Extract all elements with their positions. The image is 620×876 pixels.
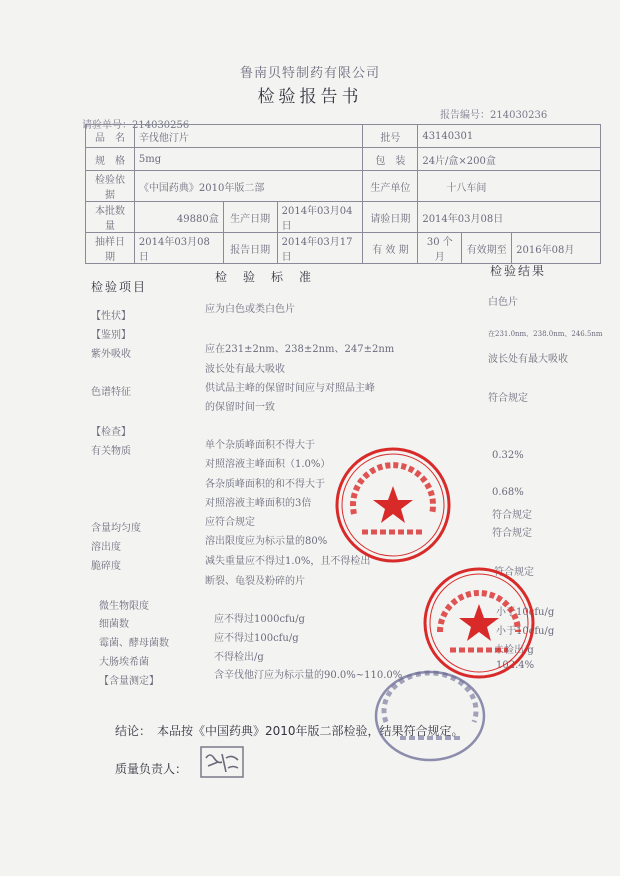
- report-date-value: 2014年03月17日: [277, 233, 363, 264]
- assay-section: 【含量测定】: [99, 676, 159, 687]
- properties-result: 白色片: [488, 297, 518, 308]
- report-title: 检验报告书: [257, 87, 363, 107]
- mold-result: 小于10cfu/g: [496, 626, 555, 637]
- assay-result: 102.4%: [496, 660, 535, 671]
- properties-section: 【性状】: [91, 311, 131, 322]
- hplc-result: 符合规定: [488, 393, 528, 404]
- prod-date-value: 2014年03月04日: [277, 202, 363, 233]
- spec-value: 5mg: [134, 148, 363, 171]
- validity-label: 有 效 期: [363, 233, 418, 264]
- related-standard-line2: 对照溶液主峰面积（1.0%）: [205, 459, 331, 470]
- friability-standard-line1: 减失重量应不得过1.0%，且不得检出: [205, 556, 371, 567]
- column-header-result: 检验结果: [490, 264, 547, 278]
- red-stamp-quality: [420, 564, 538, 682]
- red-stamp-qa: [332, 444, 454, 566]
- tests-section: 【检查】: [91, 427, 131, 438]
- related-item: 有关物质: [91, 446, 131, 457]
- hplc-item: 色谱特征: [91, 387, 131, 398]
- company-name: 鲁南贝特制药有限公司: [239, 66, 380, 81]
- uv-standard-line1: 应在231±2nm、238±2nm、247±2nm: [205, 344, 395, 355]
- dissolution-item: 溶出度: [91, 542, 121, 553]
- report-number-value: 214030236: [490, 110, 548, 121]
- ecoli-item: 大肠埃希菌: [99, 657, 149, 668]
- micro-item: 微生物限度: [99, 601, 149, 612]
- request-number-value: 214030256: [132, 120, 190, 131]
- product-name-value: 辛伐他汀片: [134, 125, 363, 148]
- uv-result-line2: 波长处有最大吸收: [488, 354, 568, 365]
- uniformity-item: 含量均匀度: [91, 523, 141, 534]
- sampling-date-value: 2014年03月08日: [134, 233, 223, 264]
- producer-value: 十八车间: [418, 171, 601, 202]
- related-result-2: 0.68%: [492, 487, 524, 498]
- batch-value: 43140301: [418, 125, 601, 148]
- report-number: [440, 106, 547, 121]
- hplc-standard-line2: 的保留时间一致: [205, 402, 275, 413]
- conclusion-text: 结论： 本品按《中国药典》2010年版二部检验，结果符合规定。: [115, 724, 464, 738]
- table-row: [86, 148, 601, 171]
- qc-manager-label: 质量负责人：: [115, 762, 188, 776]
- batch-label: 批号: [363, 125, 418, 148]
- prod-date-label: 生产日期: [223, 202, 277, 233]
- identification-section: 【鉴别】: [91, 330, 131, 341]
- product-name-label: 品 名: [86, 125, 135, 148]
- hplc-standard-line1: 供试品主峰的保留时间应与对照品主峰: [205, 383, 375, 394]
- bacteria-result: 小于10cfu/g: [496, 607, 555, 618]
- spec-label: 规 格: [86, 148, 135, 171]
- mold-item: 霉菌、酵母菌数: [99, 638, 169, 649]
- quantity-value: 49880盒: [134, 202, 223, 233]
- faded-stamp: [370, 666, 490, 766]
- report-number-label: 报告编号：: [440, 110, 490, 121]
- uv-standard-line2: 波长处有最大吸收: [205, 364, 285, 375]
- friability-standard-line2: 断裂、龟裂及粉碎的片: [205, 576, 305, 587]
- report-date-label: 报告日期: [223, 233, 277, 264]
- product-info-table: [85, 124, 601, 264]
- signature-stamp: [200, 746, 244, 778]
- friability-item: 脆碎度: [91, 561, 121, 572]
- uv-result-line1: 在231.0nm、238.0nm、246.5nm: [488, 330, 603, 338]
- column-header-standard: 检 验 标 准: [215, 270, 314, 284]
- assay-standard: 含辛伐他汀应为标示量的90.0%~110.0%: [214, 670, 403, 681]
- bacteria-item: 细菌数: [99, 619, 129, 630]
- related-standard-line4: 对照溶液主峰面积的3倍: [205, 498, 312, 509]
- uniformity-standard: 应符合规定: [205, 517, 255, 528]
- producer-label: 生产单位: [363, 171, 418, 202]
- mold-standard: 应不得过100cfu/g: [214, 633, 299, 644]
- properties-standard: 应为白色或类白色片: [205, 304, 295, 315]
- table-row: [86, 125, 601, 148]
- basis-label: 检验依据: [86, 171, 135, 202]
- quantity-label: 本批数量: [86, 202, 135, 233]
- ecoli-result: 未检出/g: [494, 645, 534, 656]
- sampling-date-label: 抽样日期: [86, 233, 135, 264]
- request-date-label: 请验日期: [363, 202, 418, 233]
- friability-result: 符合规定: [494, 567, 534, 578]
- related-standard-line1: 单个杂质峰面积不得大于: [205, 440, 315, 451]
- table-row: [86, 233, 601, 264]
- package-label: 包 装: [363, 148, 418, 171]
- basis-value: 《中国药典》2010年版二部: [134, 171, 363, 202]
- uniformity-result: 符合规定: [492, 510, 532, 521]
- dissolution-result: 符合规定: [492, 528, 532, 539]
- package-value: 24片/盒×200盒: [418, 148, 601, 171]
- related-standard-line3: 各杂质峰面积的和不得大于: [205, 479, 325, 490]
- request-number-label: 请验单号：: [82, 120, 132, 131]
- column-header-item: 检验项目: [91, 280, 148, 294]
- ecoli-standard: 不得检出/g: [214, 652, 264, 663]
- dissolution-standard: 溶出限度应为标示量的80%: [205, 536, 328, 547]
- table-row: [86, 202, 601, 233]
- expiry-value: 2016年08月: [512, 233, 601, 264]
- validity-value: 30 个月: [418, 233, 462, 264]
- uv-item: 紫外吸收: [91, 349, 131, 360]
- table-row: [86, 171, 601, 202]
- expiry-label: 有效期至: [462, 233, 512, 264]
- request-date-value: 2014年03月08日: [418, 202, 601, 233]
- related-result-1: 0.32%: [492, 450, 524, 461]
- bacteria-standard: 应不得过1000cfu/g: [214, 614, 305, 625]
